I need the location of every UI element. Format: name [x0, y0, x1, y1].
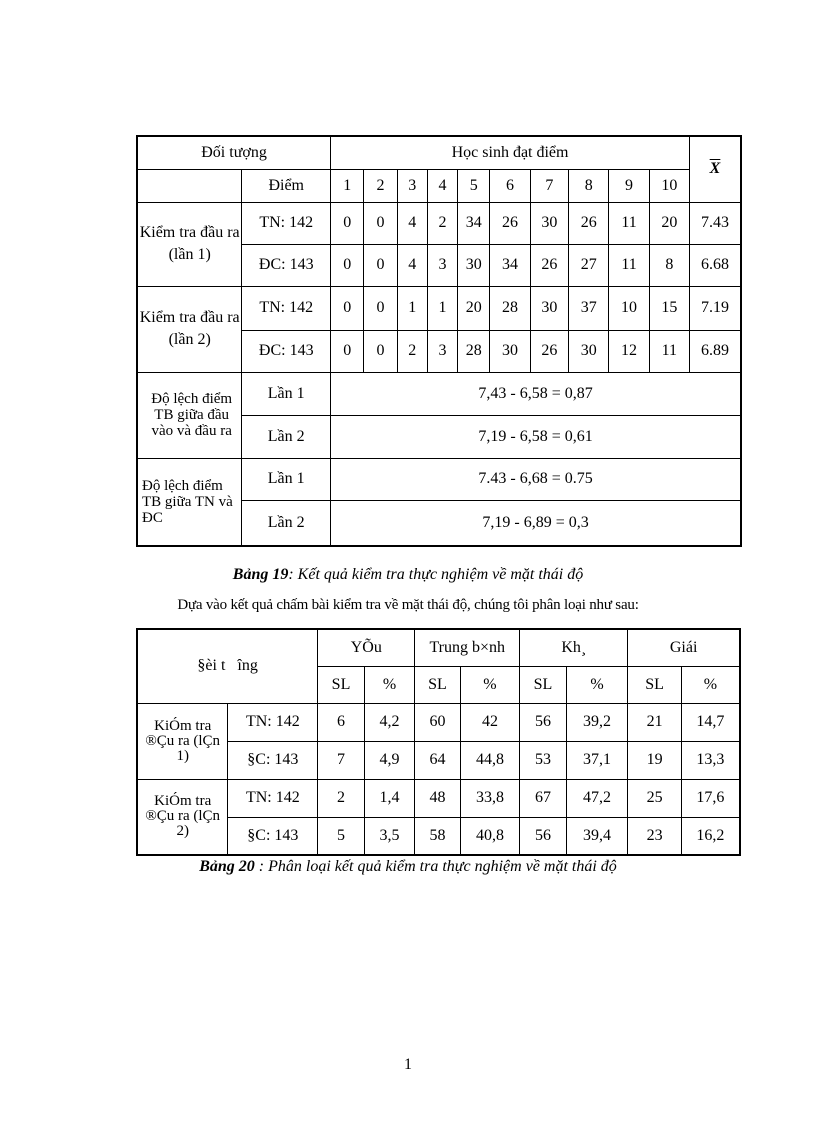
- deviation-in-out-label: Độ lệch điểm TB giữa đầu vào và đầu ra: [137, 372, 242, 458]
- mean-cell: 6.89: [690, 330, 741, 372]
- cell: 2: [318, 779, 364, 817]
- cell: 0: [331, 244, 364, 286]
- table-row: [137, 286, 741, 330]
- category-header: Trung b×nh: [415, 629, 520, 666]
- cell: 33,8: [460, 779, 520, 817]
- table-row: [137, 458, 741, 500]
- caption-19-label: Bảng 19: [232, 566, 289, 583]
- table-row: [137, 817, 740, 855]
- cell: 20: [649, 202, 689, 244]
- row-label: TN: 142: [242, 202, 331, 244]
- deviation-tn-dc-label: Độ lệch điểm TB giữa TN và ĐC: [137, 458, 242, 546]
- cell: 37: [569, 286, 609, 330]
- score-col: 3: [397, 169, 427, 202]
- cell: 0: [331, 330, 364, 372]
- cell: 15: [649, 286, 689, 330]
- cell: 7: [318, 741, 364, 779]
- cell: 27: [569, 244, 609, 286]
- cell: 3,5: [364, 817, 415, 855]
- cell: 44,8: [460, 741, 520, 779]
- cell: 25: [628, 779, 682, 817]
- caption-19-text: : Kết quả kiểm tra thực nghiệm về mặt thái độ: [288, 566, 584, 583]
- category-header: Kh¸: [520, 629, 628, 666]
- cell: 40,8: [460, 817, 520, 855]
- cell: 60: [415, 703, 460, 741]
- row-label: TN: 142: [228, 703, 318, 741]
- caption-20-text: : Phân loại kết quả kiểm tra thực nghiệm về mặt thái độ: [254, 858, 617, 875]
- cell: 47,2: [566, 779, 628, 817]
- deviation-value: 7,19 - 6,89 = 0,3: [331, 500, 741, 546]
- cell: 11: [609, 202, 649, 244]
- lan-label: Lần 2: [242, 500, 331, 546]
- lan-label: Lần 1: [242, 372, 331, 415]
- cell: 1,4: [364, 779, 415, 817]
- row-label: TN: 142: [242, 286, 331, 330]
- cell: 20: [458, 286, 490, 330]
- cell: 6: [318, 703, 364, 741]
- cell: 26: [530, 330, 568, 372]
- cell: 34: [458, 202, 490, 244]
- pct-header: %: [460, 666, 520, 703]
- score-col: 9: [609, 169, 649, 202]
- mean-symbol: $\overline{X}$: [709, 160, 721, 178]
- cell: 3: [427, 244, 457, 286]
- pct-header: %: [364, 666, 415, 703]
- cell: 19: [628, 741, 682, 779]
- caption-20: [0, 858, 816, 876]
- cell: 16,2: [681, 817, 740, 855]
- cell: 3: [427, 330, 457, 372]
- cell: 17,6: [681, 779, 740, 817]
- score-col: 7: [530, 169, 568, 202]
- group-label: KiÓm tra ®Çu ra (lÇn 1): [137, 703, 228, 779]
- cell: 4,9: [364, 741, 415, 779]
- mean-cell: 7.19: [690, 286, 741, 330]
- cell: 26: [569, 202, 609, 244]
- cell: 30: [530, 286, 568, 330]
- cell: 0: [331, 286, 364, 330]
- score-col: 8: [569, 169, 609, 202]
- paragraph: Dựa vào kết quả chấm bài kiểm tra về mặt thái độ, chúng tôi phân loại như sau:: [177, 597, 639, 613]
- mean-cell: 6.68: [690, 244, 741, 286]
- cell: 4: [397, 244, 427, 286]
- score-col: 5: [458, 169, 490, 202]
- table-19: [136, 135, 742, 547]
- cell: 0: [364, 286, 397, 330]
- sl-header: SL: [318, 666, 364, 703]
- cell: 56: [520, 817, 566, 855]
- caption-19: [0, 566, 816, 584]
- cell: 11: [649, 330, 689, 372]
- header-score: Điểm: [242, 169, 331, 202]
- cell: 39,2: [566, 703, 628, 741]
- group-label: Kiểm tra đầu ra (lần 1): [137, 202, 242, 286]
- table-row: [137, 703, 740, 741]
- category-header: YÕu: [318, 629, 415, 666]
- cell: 21: [628, 703, 682, 741]
- header-blank: [137, 169, 242, 202]
- deviation-value: 7.43 - 6,68 = 0.75: [331, 458, 741, 500]
- cell: 0: [364, 244, 397, 286]
- cell: 2: [427, 202, 457, 244]
- score-col: 4: [427, 169, 457, 202]
- cell: 0: [331, 202, 364, 244]
- cell: 1: [427, 286, 457, 330]
- cell: 64: [415, 741, 460, 779]
- sl-header: SL: [520, 666, 566, 703]
- cell: 12: [609, 330, 649, 372]
- row-label: TN: 142: [228, 779, 318, 817]
- cell: 8: [649, 244, 689, 286]
- cell: 67: [520, 779, 566, 817]
- cell: 0: [364, 330, 397, 372]
- row-label: §C: 143: [228, 817, 318, 855]
- cell: 42: [460, 703, 520, 741]
- cell: 28: [458, 330, 490, 372]
- cell: 2: [397, 330, 427, 372]
- row-label: §C: 143: [228, 741, 318, 779]
- cell: 11: [609, 244, 649, 286]
- cell: 58: [415, 817, 460, 855]
- header-subject: §èi t îng: [137, 629, 318, 703]
- table-row: [137, 741, 740, 779]
- cell: 37,1: [566, 741, 628, 779]
- cell: 14,7: [681, 703, 740, 741]
- score-col: 2: [364, 169, 397, 202]
- caption-20-label: Bảng 20: [199, 858, 255, 875]
- mean-cell: 7.43: [690, 202, 741, 244]
- sl-header: SL: [628, 666, 682, 703]
- cell: 1: [397, 286, 427, 330]
- cell: 13,3: [681, 741, 740, 779]
- score-col: 10: [649, 169, 689, 202]
- table-row: [137, 779, 740, 817]
- header-students: Học sinh đạt điểm: [331, 136, 690, 169]
- group-label: KiÓm tra ®Çu ra (lÇn 2): [137, 779, 228, 855]
- cell: 0: [364, 202, 397, 244]
- cell: 26: [530, 244, 568, 286]
- cell: 34: [490, 244, 530, 286]
- cell: 56: [520, 703, 566, 741]
- row-label: ĐC: 143: [242, 330, 331, 372]
- cell: 26: [490, 202, 530, 244]
- cell: 28: [490, 286, 530, 330]
- lan-label: Lần 1: [242, 458, 331, 500]
- cell: 10: [609, 286, 649, 330]
- cell: 4,2: [364, 703, 415, 741]
- header-mean: [690, 136, 741, 202]
- category-header: Giái: [628, 629, 740, 666]
- deviation-value: 7,43 - 6,58 = 0,87: [331, 372, 741, 415]
- score-col: 1: [331, 169, 364, 202]
- table-20: [136, 628, 741, 856]
- deviation-value: 7,19 - 6,58 = 0,61: [331, 415, 741, 458]
- score-col: 6: [490, 169, 530, 202]
- cell: 39,4: [566, 817, 628, 855]
- cell: 53: [520, 741, 566, 779]
- cell: 4: [397, 202, 427, 244]
- cell: 30: [458, 244, 490, 286]
- page-number: 1: [404, 1056, 412, 1073]
- cell: 5: [318, 817, 364, 855]
- header-subject: Đối tượng: [137, 136, 331, 169]
- cell: 23: [628, 817, 682, 855]
- table-row: [137, 202, 741, 244]
- table-row: [137, 372, 741, 415]
- group-label: Kiểm tra đầu ra (lần 2): [137, 286, 242, 372]
- cell: 30: [530, 202, 568, 244]
- cell: 30: [490, 330, 530, 372]
- sl-header: SL: [415, 666, 460, 703]
- pct-header: %: [566, 666, 628, 703]
- cell: 48: [415, 779, 460, 817]
- cell: 30: [569, 330, 609, 372]
- pct-header: %: [681, 666, 740, 703]
- row-label: ĐC: 143: [242, 244, 331, 286]
- lan-label: Lần 2: [242, 415, 331, 458]
